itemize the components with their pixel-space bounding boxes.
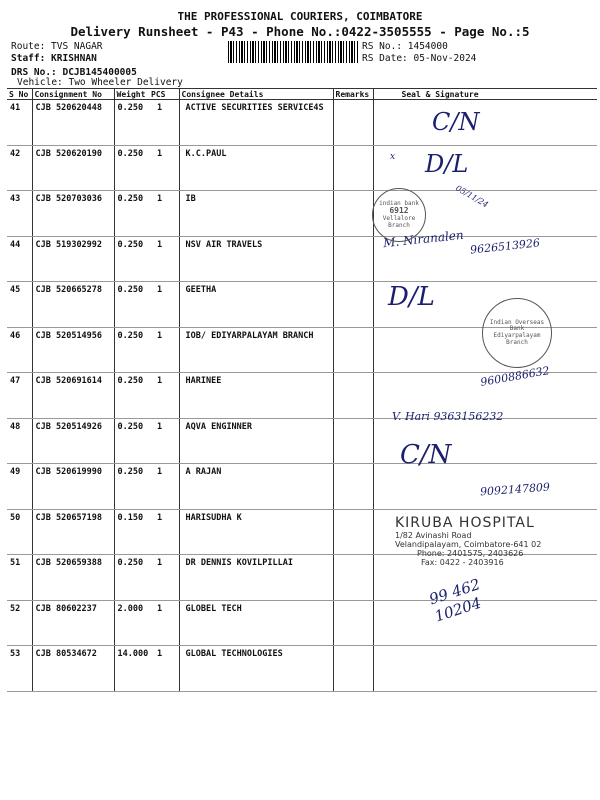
cell-consignment: CJB 519302992 [32,236,114,282]
cell-consignee: DR DENNIS KOVILPILLAI [179,555,333,601]
cell-consignment: CJB 520619990 [32,464,114,510]
cell-weight: 2.000 [114,600,149,646]
cell-pcs: 1 [149,100,179,146]
cell-pcs: 1 [149,464,179,510]
table-row [7,100,597,146]
cell-pcs: 1 [149,327,179,373]
table-row [7,191,597,237]
cell-pcs: 1 [149,509,179,555]
cell-sno: 42 [7,145,32,191]
cell-remarks [333,100,373,146]
hospital-address-2: Velandipalayam, Coimbatore-641 02 [395,540,542,549]
cell-pcs: 1 [149,555,179,601]
cell-sno: 41 [7,100,32,146]
cell-remarks [333,145,373,191]
table-row [7,145,597,191]
cell-remarks [333,236,373,282]
seal-iob-name: Indian Overseas Bank [489,318,545,333]
cell-consignee: GEETHA [179,282,333,328]
cell-consignee: A RAJAN [179,464,333,510]
hospital-stamp [395,515,541,567]
staff-label: Staff: KRISHNAN [11,53,97,64]
seal-branch: Vellalore Branch [382,215,416,229]
col-weight: Weight [114,89,149,100]
cell-weight: 0.250 [114,282,149,328]
hospital-address-1: 1/82 Avinashi Road [395,531,472,540]
col-sno: S No [7,89,32,100]
cell-signature [373,646,597,692]
cell-sno: 51 [7,555,32,601]
cell-pcs: 1 [149,191,179,237]
cell-consignee: ACTIVE SECURITIES SERVICE4S [179,100,333,146]
runsheet-title: Delivery Runsheet - P43 - Phone No.:0422-3505555 - Page No.:5 [70,24,530,39]
cell-sno: 43 [7,191,32,237]
cell-signature [373,145,597,191]
vehicle-label: Vehicle: Two Wheeler Delivery [17,77,183,88]
handwritten-phone-52: 99 462 10204 [426,575,484,626]
hospital-name: KIRUBA HOSPITAL [395,515,535,531]
handwritten-cn-49: C/N [400,440,452,470]
cell-pcs: 1 [149,600,179,646]
cell-pcs: 1 [149,418,179,464]
cell-weight: 0.250 [114,555,149,601]
handwritten-dl-42: D/L [425,150,469,178]
cell-weight: 0.250 [114,191,149,237]
cell-signature [373,100,597,146]
bank-seal [372,188,426,242]
handwritten-phone-47: 9600886632 [479,364,551,389]
cell-sno: 45 [7,282,32,328]
cell-weight: 0.150 [114,509,149,555]
cell-weight: 0.250 [114,418,149,464]
table-row [7,600,597,646]
cell-consignee: K.C.PAUL [179,145,333,191]
cell-consignee: IOB/ EDIYARPALAYAM BRANCH [179,327,333,373]
cell-sno: 49 [7,464,32,510]
cell-weight: 0.250 [114,145,149,191]
cell-consignee: GLOBAL TECHNOLOGIES [179,646,333,692]
cell-sno: 52 [7,600,32,646]
cell-remarks [333,282,373,328]
handwritten-cn-41: C/N [432,108,480,136]
cell-remarks [333,464,373,510]
cell-pcs: 1 [149,646,179,692]
cell-consignee: NSV AIR TRAVELS [179,236,333,282]
iob-seal [482,298,552,368]
handwritten-phone-44: 9626513926 [469,236,541,257]
cell-weight: 14.000 [114,646,149,692]
seal-iob-branch: Ediyarpalayam Branch [493,332,541,346]
cell-consignment: CJB 520620448 [32,100,114,146]
cell-weight: 0.250 [114,464,149,510]
cell-weight: 0.250 [114,100,149,146]
cell-consignee: GLOBEL TECH [179,600,333,646]
cell-consignment: CJB 520657198 [32,509,114,555]
cell-sno: 53 [7,646,32,692]
cell-consignment: CJB 520620190 [32,145,114,191]
handwritten-name-44: M. Niranalen [382,227,465,251]
cell-consignment: CJB 80534672 [32,646,114,692]
col-remarks: Remarks [333,89,373,100]
cell-remarks [333,555,373,601]
cell-pcs: 1 [149,145,179,191]
hospital-fax: Fax: 0422 - 2403916 [421,558,504,567]
col-seal-signature: Seal & Signature [373,89,597,100]
cell-consignee: IB [179,191,333,237]
handwritten-dl-45: D/L [388,282,435,312]
cell-pcs: 1 [149,373,179,419]
cell-pcs: 1 [149,282,179,328]
handwritten-sign-48: V. Hari 9363156232 [392,410,504,423]
company-title: THE PROFESSIONAL COURIERS, COIMBATORE [177,10,423,23]
cell-consignment: CJB 520514926 [32,418,114,464]
cell-remarks [333,327,373,373]
cell-consignee: HARISUDHA K [179,509,333,555]
cell-consignment: CJB 520691614 [32,373,114,419]
cell-consignment: CJB 80602237 [32,600,114,646]
cell-remarks [333,646,373,692]
col-consignment-no: Consignment No [32,89,114,100]
cell-weight: 0.250 [114,327,149,373]
cell-sno: 46 [7,327,32,373]
cell-remarks [333,191,373,237]
cell-sno: 47 [7,373,32,419]
cell-consignee: HARINEE [179,373,333,419]
cell-consignment: CJB 520659388 [32,555,114,601]
cell-remarks [333,373,373,419]
cell-sno: 44 [7,236,32,282]
seal-bank-name: indian bank [379,199,419,207]
cell-remarks [333,509,373,555]
table-row [7,418,597,464]
table-row [7,646,597,692]
cell-remarks [333,600,373,646]
handwritten-date-43: 05/11/24 [454,183,490,210]
seal-bank-code: 6912 [389,206,409,216]
col-pcs: PCS [149,89,179,100]
table-header [7,89,597,100]
route-label: Route: TVS NAGAR [11,41,103,52]
drs-number: DRS No.: DCJB145400005 [11,67,137,78]
tick-mark: x [390,152,396,162]
cell-consignment: CJB 520665278 [32,282,114,328]
rs-date: RS Date: 05-Nov-2024 [362,53,477,64]
col-consignee: Consignee Details [179,89,333,100]
cell-sno: 50 [7,509,32,555]
barcode [228,41,358,63]
cell-weight: 0.250 [114,236,149,282]
cell-consignment: CJB 520703036 [32,191,114,237]
cell-remarks [333,418,373,464]
cell-consignee: AQVA ENGINNER [179,418,333,464]
cell-sno: 48 [7,418,32,464]
handwritten-phone-50: 9092147809 [479,480,551,499]
rs-number: RS No.: 1454000 [362,41,448,52]
hospital-phone: Phone: 2401575, 2403626 [417,549,524,558]
cell-weight: 0.250 [114,373,149,419]
cell-consignment: CJB 520514956 [32,327,114,373]
cell-pcs: 1 [149,236,179,282]
